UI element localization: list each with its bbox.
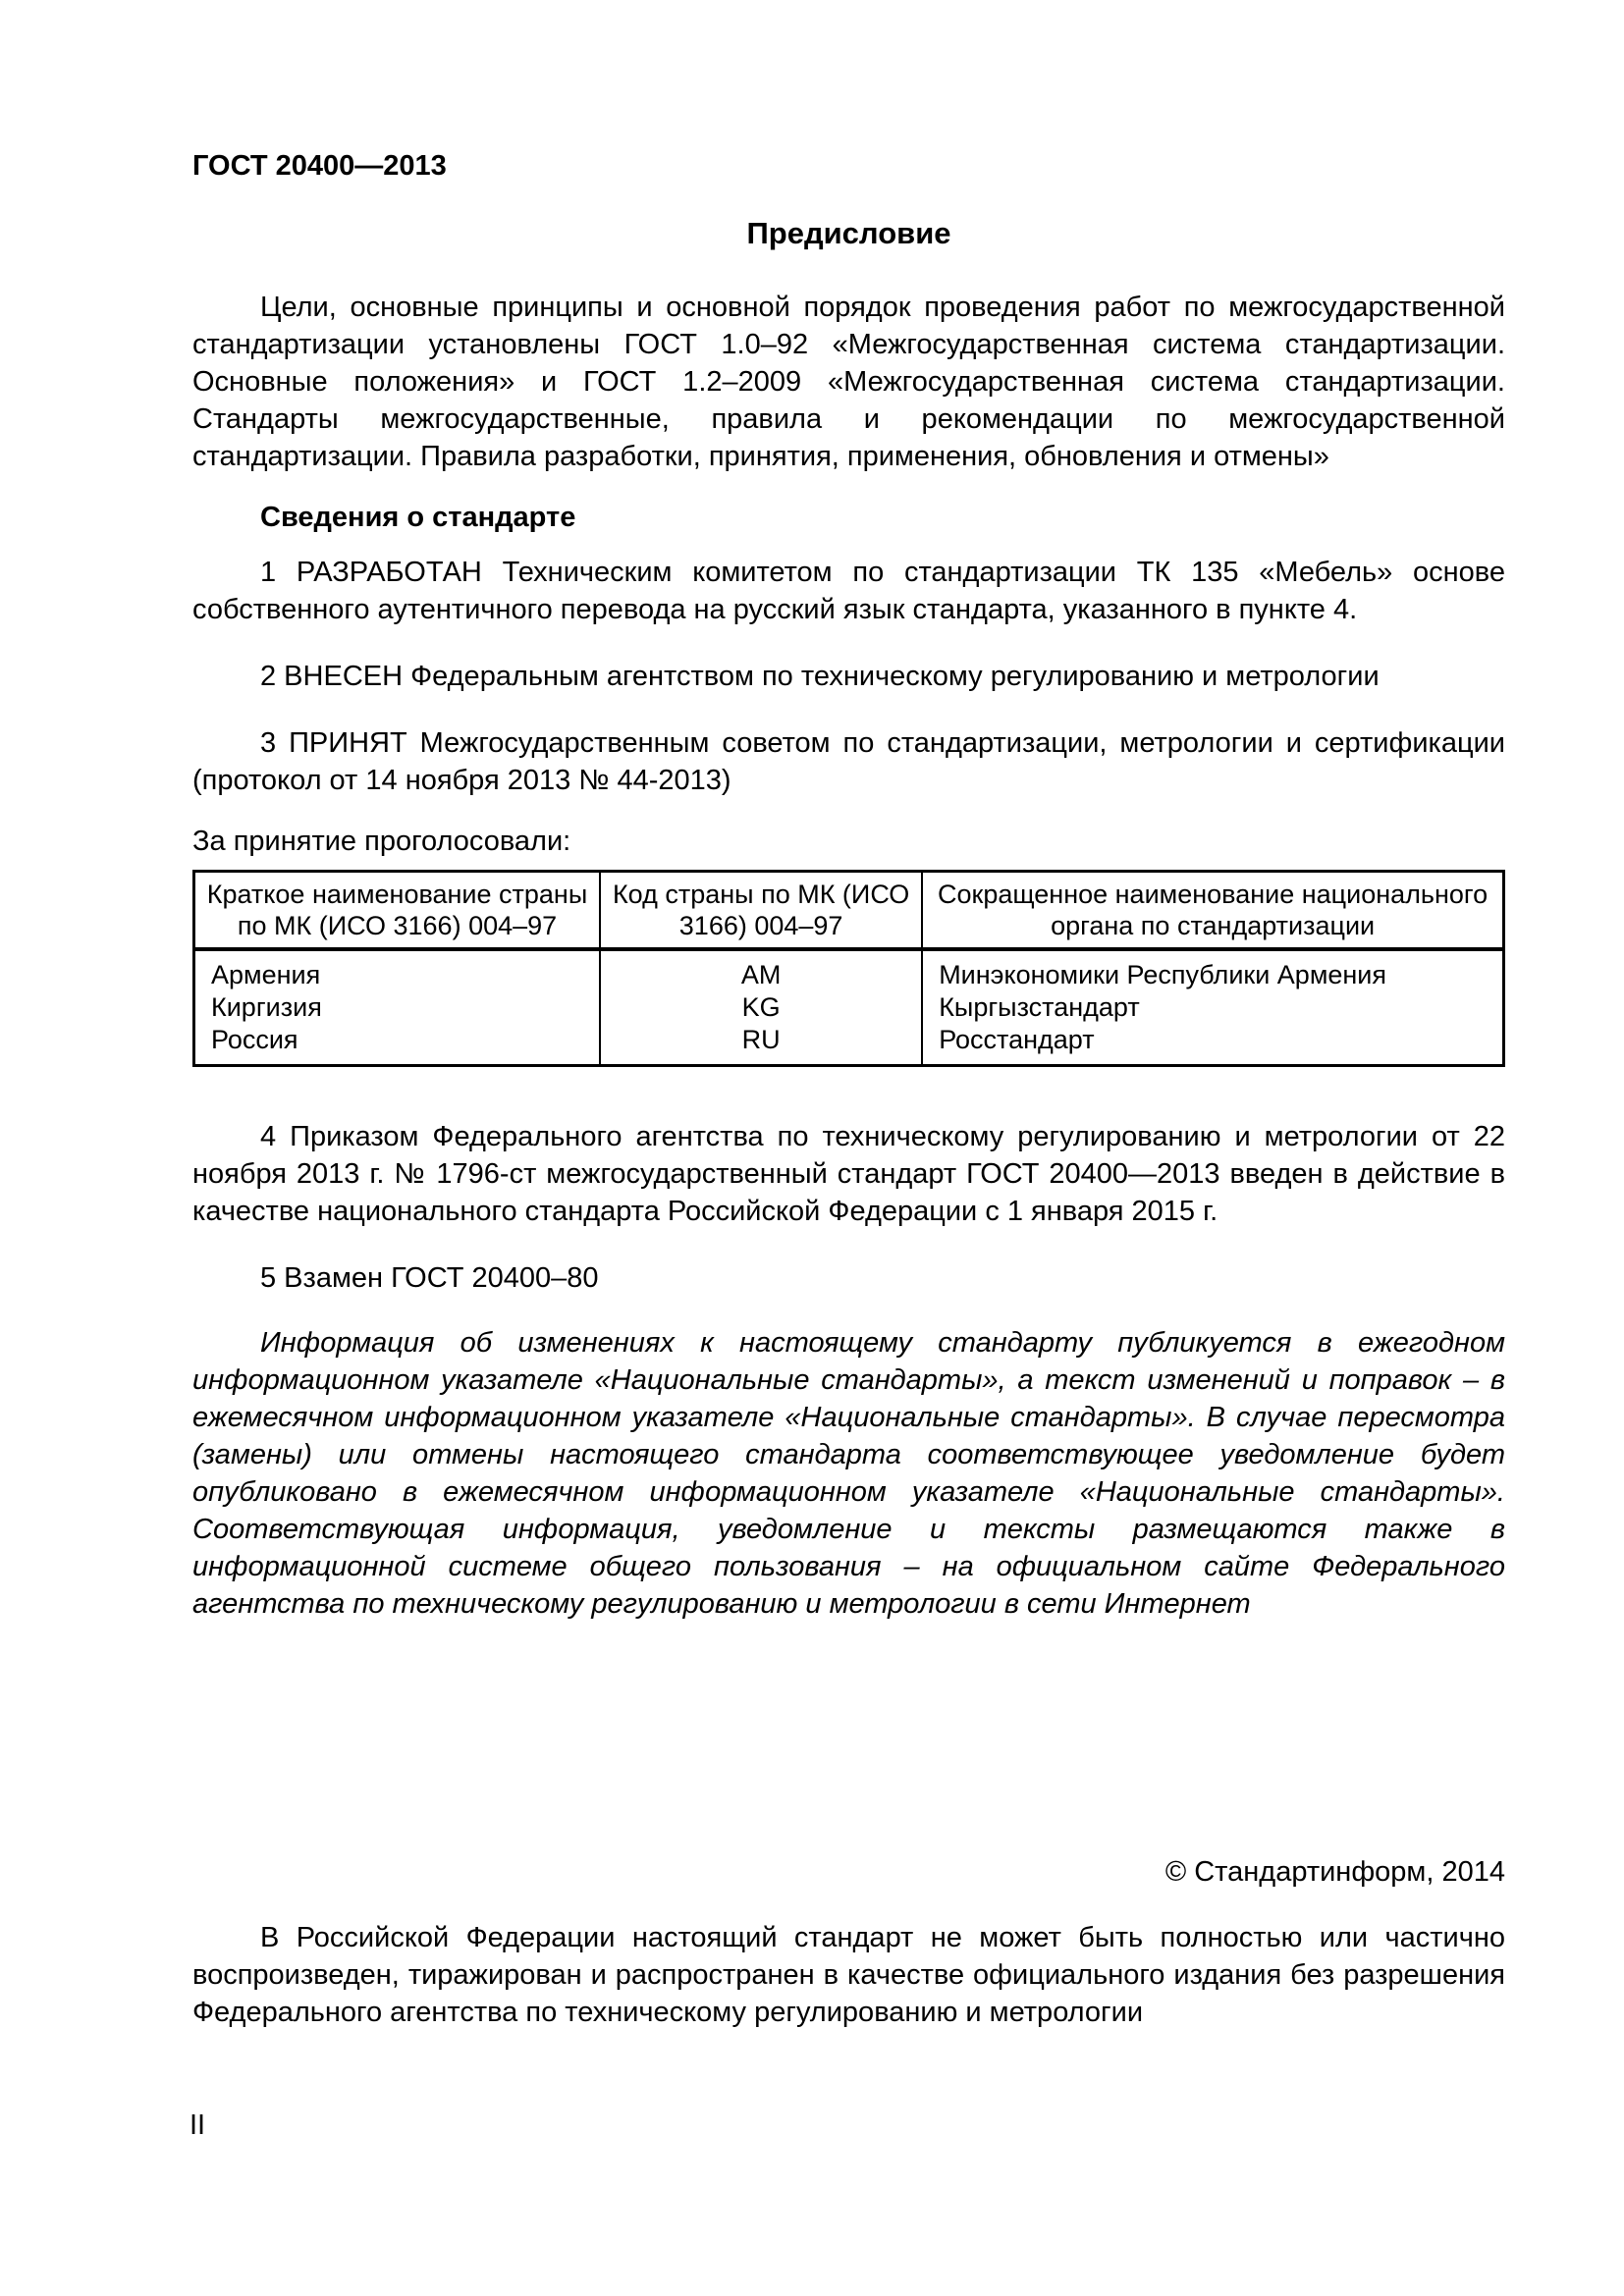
clause-1-developed: 1 РАЗРАБОТАН Техническим комитетом по стандартизации ТК 135 «Мебель» основе собственного аутентичного перевода на русский язык стандарта, указанного в пункте 4.: [192, 557, 1505, 625]
clause-4-order: 4 Приказом Федерального агентства по техническому регулированию и метрологии от 22 ноября 2013 г. № 1796-ст межгосударственный стандарт ГОСТ 20400—2013 введен в действие в качестве национального стандарта Российской Федерации с 1 января 2015 г.: [192, 1121, 1505, 1227]
table-row: [194, 991, 1504, 1024]
change-info-paragraph: Информация об изменениях к настоящему стандарту публикуется в ежегодном информационном указателе «Национальные стандарты», а текст изменений и поправок – в ежемесячном информационном указателе «Национальные стандарты». В случае пересмотра (замены) или отмены настоящего стандарта соответствующее уведомление будет опубликовано в ежемесячном информационном указателе «Национальные стандарты». Соответствующая информация, уведомление и тексты размещаются также в информационной системе общего пользования – на официальном сайте Федерального агентства по техническому регулированию и метрологии в сети Интернет: [192, 1327, 1505, 1620]
table-cell-code: AM: [600, 949, 922, 991]
standard-info-heading: Сведения о стандарте: [260, 502, 576, 533]
table-header-code: Код страны по МК (ИСО 3166) 004–97: [600, 872, 922, 950]
clause-3-adopted: 3 ПРИНЯТ Межгосударственным советом по стандартизации, метрологии и сертификации (протокол от 14 ноября 2013 № 44-2013): [192, 727, 1505, 796]
page-number: II: [189, 2109, 206, 2141]
vote-intro: За принятие проголосовали:: [192, 826, 571, 857]
table-row: [194, 949, 1504, 991]
doc-number: ГОСТ 20400—2013: [192, 150, 447, 182]
table-cell-code: KG: [600, 991, 922, 1024]
table-cell-country: Армения: [194, 949, 601, 991]
page-title: Предисловие: [746, 216, 951, 250]
table-row: [194, 1024, 1504, 1066]
table-cell-country: Россия: [194, 1024, 601, 1066]
table-header-country: Краткое наименование страны по МК (ИСО 3166) 004–97: [194, 872, 601, 950]
table-cell-code: RU: [600, 1024, 922, 1066]
table-cell-country: Киргизия: [194, 991, 601, 1024]
reproduction-notice: В Российской Федерации настоящий стандарт не может быть полностью или частично воспроизведен, тиражирован и распространен в качестве официального издания без разрешения Федерального агентства по техническому регулированию и метрологии: [192, 1922, 1505, 2028]
vote-table: [192, 870, 1505, 1067]
clause-5-replaces: 5 Взамен ГОСТ 20400–80: [260, 1262, 599, 1294]
table-header-org: Сокращенное наименование национального органа по стандартизации: [922, 872, 1503, 950]
table-cell-org: Кыргызстандарт: [922, 991, 1503, 1024]
copyright-notice: © Стандартинформ, 2014: [1164, 1856, 1505, 1888]
table-header-row: [194, 872, 1504, 950]
table-cell-org: Росстандарт: [922, 1024, 1503, 1066]
page-content: [192, 147, 1505, 1623]
table-cell-org: Минэкономики Республики Армения: [922, 949, 1503, 991]
intro-paragraph: Цели, основные принципы и основной порядок проведения работ по межгосударственной стандартизации установлены ГОСТ 1.0–92 «Межгосударственная система стандартизации. Основные положения» и ГОСТ 1.2–2009 «Межгосударственная система стандартизации. Стандарты межгосударственные, правила и рекомендации по межгосударственной стандартизации. Правила разработки, принятия, применения, обновления и отмены»: [192, 292, 1505, 472]
clause-2-submitted: 2 ВНЕСЕН Федеральным агентством по техническому регулированию и метрологии: [260, 661, 1380, 692]
